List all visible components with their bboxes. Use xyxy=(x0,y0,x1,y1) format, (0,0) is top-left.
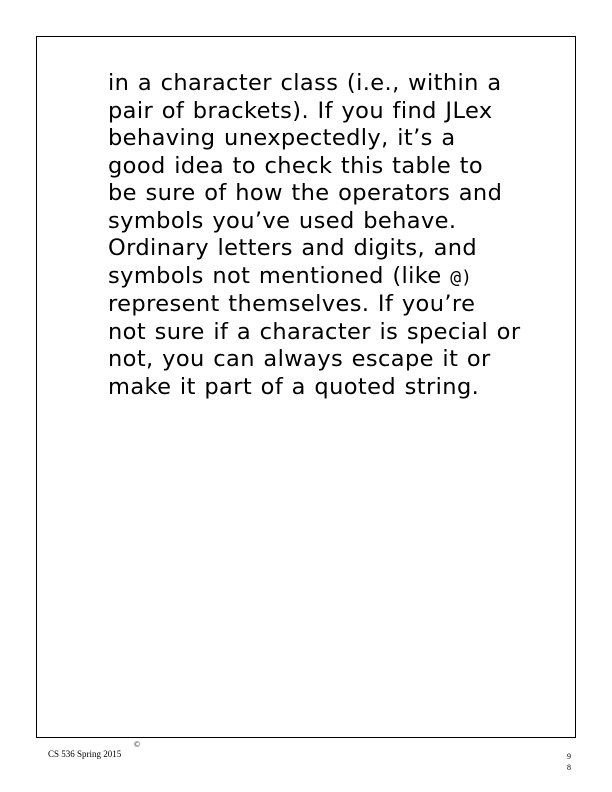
text-line: behaving unexpectedly, it’s a xyxy=(108,125,456,151)
page-number-digit: 9 xyxy=(567,752,571,761)
text-line xyxy=(108,263,548,292)
text-line: make it part of a quoted string. xyxy=(108,373,480,400)
text-line: Ordinary letters and digits, and xyxy=(108,235,478,261)
text-line: good idea to check this table to xyxy=(108,152,484,179)
text-line-prefix: symbols not mentioned (like xyxy=(108,262,451,289)
body-paragraph xyxy=(108,70,548,401)
inline-code: @) xyxy=(450,266,472,288)
text-line: symbols you’ve used behave. xyxy=(108,207,457,234)
text-line: not sure if a character is special or xyxy=(108,318,521,345)
text-line: not, you can always escape it or xyxy=(108,346,491,372)
text-line: represent themselves. If you’re xyxy=(108,291,476,317)
text-line: be sure of how the operators and xyxy=(108,180,503,206)
copyright-symbol: © xyxy=(134,740,141,749)
text-line: in a character class (i.e., within a xyxy=(108,70,502,96)
page-number-digit: 8 xyxy=(567,763,571,772)
page-number xyxy=(566,751,572,773)
text-line: pair of brackets). If you find JLex xyxy=(108,97,493,124)
footer-course-label: CS 536 Spring 2015 xyxy=(48,749,122,759)
